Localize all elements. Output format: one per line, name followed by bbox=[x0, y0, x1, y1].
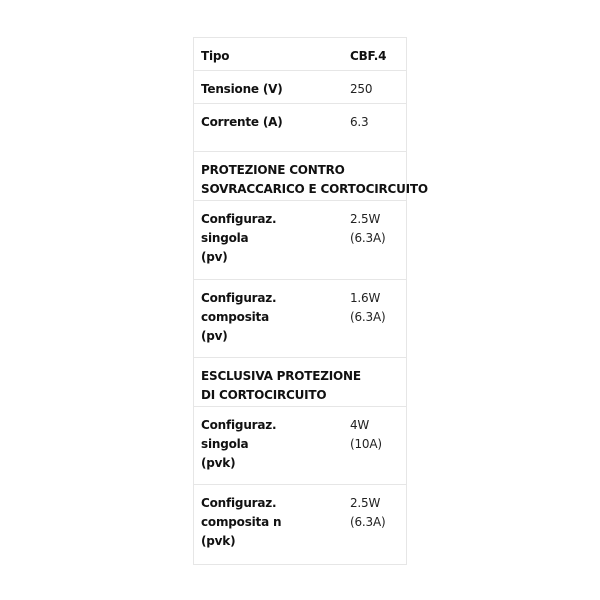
shortcircuit-composite-row bbox=[194, 485, 406, 564]
label-line: (pv) bbox=[201, 329, 228, 343]
label-line: Configuraz. bbox=[201, 212, 277, 226]
value-line: (6.3A) bbox=[350, 515, 386, 529]
label-line: (pvk) bbox=[201, 456, 236, 470]
overload-composite-label bbox=[194, 280, 350, 357]
label-line: (pvk) bbox=[201, 534, 236, 548]
voltage-value: 250 bbox=[350, 82, 373, 96]
section-overload-header bbox=[194, 152, 428, 201]
value-line: 2.5W bbox=[350, 496, 381, 510]
spec-table bbox=[193, 37, 428, 565]
shortcircuit-single-label bbox=[194, 407, 350, 484]
label-line: singola bbox=[201, 437, 249, 451]
section-title-line: ESCLUSIVA PROTEZIONE bbox=[201, 369, 361, 383]
current-label: Corrente (A) bbox=[201, 115, 283, 129]
voltage-row bbox=[194, 71, 406, 104]
voltage-label: Tensione (V) bbox=[201, 82, 283, 96]
value-line: (6.3A) bbox=[350, 310, 386, 324]
section-title-line: DI CORTOCIRCUITO bbox=[201, 388, 327, 402]
overload-single-label bbox=[194, 201, 350, 279]
label-line: Configuraz. bbox=[201, 496, 277, 510]
overload-composite-row bbox=[194, 280, 406, 358]
shortcircuit-single-value bbox=[350, 407, 406, 484]
overload-composite-value bbox=[350, 280, 406, 357]
value-line: 2.5W bbox=[350, 212, 381, 226]
label-line: singola bbox=[201, 231, 249, 245]
section-title-line: SOVRACCARICO E CORTOCIRCUITO bbox=[201, 182, 428, 196]
overload-single-value bbox=[350, 201, 406, 279]
label-line: composita bbox=[201, 310, 269, 324]
section-title-line: PROTEZIONE CONTRO bbox=[201, 163, 345, 177]
current-value: 6.3 bbox=[350, 115, 369, 129]
section-overload-title bbox=[194, 152, 428, 200]
overload-single-row bbox=[194, 201, 406, 280]
shortcircuit-composite-label bbox=[194, 485, 350, 564]
current-row bbox=[194, 104, 406, 152]
section-shortcircuit-title bbox=[194, 358, 406, 406]
section-shortcircuit-header bbox=[194, 358, 406, 407]
type-row bbox=[194, 38, 406, 71]
label-line: Configuraz. bbox=[201, 418, 277, 432]
label-line: composita n bbox=[201, 515, 282, 529]
label-line: (pv) bbox=[201, 250, 228, 264]
type-value: CBF.4 bbox=[350, 49, 387, 63]
value-line: (10A) bbox=[350, 437, 382, 451]
value-line: 1.6W bbox=[350, 291, 381, 305]
value-line: 4W bbox=[350, 418, 370, 432]
shortcircuit-single-row bbox=[194, 407, 406, 485]
shortcircuit-composite-value bbox=[350, 485, 406, 564]
type-label: Tipo bbox=[201, 49, 230, 63]
label-line: Configuraz. bbox=[201, 291, 277, 305]
value-line: (6.3A) bbox=[350, 231, 386, 245]
